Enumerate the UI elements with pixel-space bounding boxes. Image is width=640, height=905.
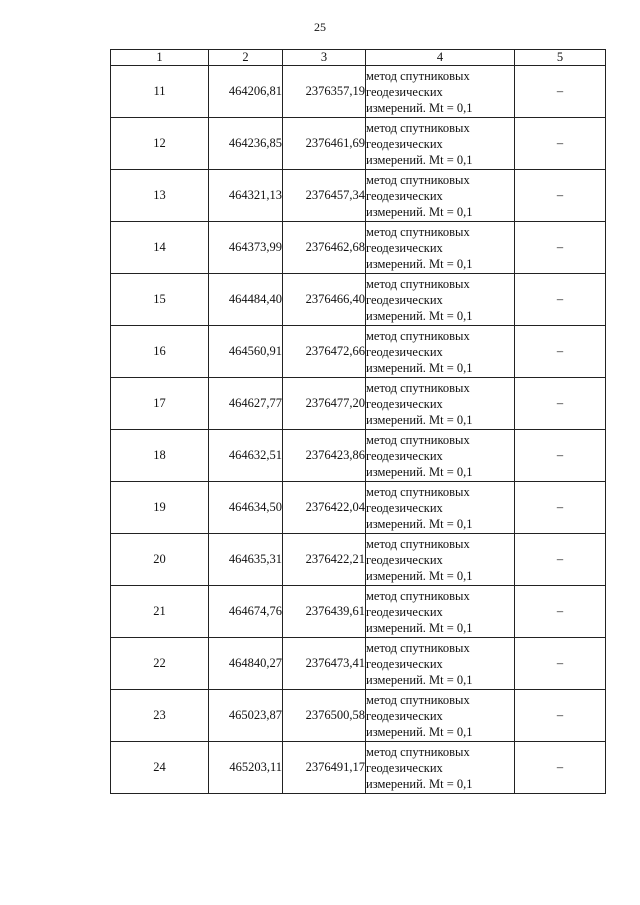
table-row xyxy=(111,638,606,690)
y-coordinate-cell: 2376466,40 xyxy=(283,274,366,326)
table-row xyxy=(111,326,606,378)
x-coordinate-cell: 464484,40 xyxy=(209,274,283,326)
point-number-cell: 11 xyxy=(111,66,209,118)
x-coordinate-cell: 464236,85 xyxy=(209,118,283,170)
y-coordinate-cell: 2376472,66 xyxy=(283,326,366,378)
x-coordinate-cell: 464840,27 xyxy=(209,638,283,690)
method-cell: метод спутниковых геодезических измерений. Mt = 0,1 xyxy=(366,430,515,482)
method-cell: метод спутниковых геодезических измерений. Mt = 0,1 xyxy=(366,378,515,430)
note-cell: – xyxy=(515,170,606,222)
y-coordinate-cell: 2376457,34 xyxy=(283,170,366,222)
table-row xyxy=(111,378,606,430)
point-number-cell: 23 xyxy=(111,690,209,742)
point-number-cell: 24 xyxy=(111,742,209,794)
table-row xyxy=(111,274,606,326)
x-coordinate-cell: 464634,50 xyxy=(209,482,283,534)
table-row xyxy=(111,222,606,274)
method-cell: метод спутниковых геодезических измерений. Mt = 0,1 xyxy=(366,118,515,170)
note-cell: – xyxy=(515,222,606,274)
x-coordinate-cell: 464632,51 xyxy=(209,430,283,482)
y-coordinate-cell: 2376477,20 xyxy=(283,378,366,430)
note-cell: – xyxy=(515,118,606,170)
method-cell: метод спутниковых геодезических измерений. Mt = 0,1 xyxy=(366,66,515,118)
method-cell: метод спутниковых геодезических измерений. Mt = 0,1 xyxy=(366,222,515,274)
y-coordinate-cell: 2376422,04 xyxy=(283,482,366,534)
table-row xyxy=(111,742,606,794)
x-coordinate-cell: 464321,13 xyxy=(209,170,283,222)
table-row xyxy=(111,690,606,742)
point-number-cell: 12 xyxy=(111,118,209,170)
y-coordinate-cell: 2376462,68 xyxy=(283,222,366,274)
method-cell: метод спутниковых геодезических измерений. Mt = 0,1 xyxy=(366,638,515,690)
column-header-1: 1 xyxy=(111,50,209,66)
x-coordinate-cell: 464635,31 xyxy=(209,534,283,586)
page-number: 25 xyxy=(314,20,326,34)
x-coordinate-cell: 464373,99 xyxy=(209,222,283,274)
note-cell: – xyxy=(515,430,606,482)
column-header-3: 3 xyxy=(283,50,366,66)
x-coordinate-cell: 464206,81 xyxy=(209,66,283,118)
table-row xyxy=(111,430,606,482)
table-row xyxy=(111,534,606,586)
method-cell: метод спутниковых геодезических измерений. Mt = 0,1 xyxy=(366,586,515,638)
note-cell: – xyxy=(515,66,606,118)
point-number-cell: 18 xyxy=(111,430,209,482)
point-number-cell: 17 xyxy=(111,378,209,430)
method-cell: метод спутниковых геодезических измерений. Mt = 0,1 xyxy=(366,274,515,326)
table-row xyxy=(111,118,606,170)
note-cell: – xyxy=(515,378,606,430)
x-coordinate-cell: 465023,87 xyxy=(209,690,283,742)
y-coordinate-cell: 2376357,19 xyxy=(283,66,366,118)
point-number-cell: 22 xyxy=(111,638,209,690)
method-cell: метод спутниковых геодезических измерений. Mt = 0,1 xyxy=(366,742,515,794)
note-cell: – xyxy=(515,274,606,326)
y-coordinate-cell: 2376500,58 xyxy=(283,690,366,742)
table-header-row xyxy=(111,50,606,66)
y-coordinate-cell: 2376491,17 xyxy=(283,742,366,794)
x-coordinate-cell: 464560,91 xyxy=(209,326,283,378)
method-cell: метод спутниковых геодезических измерений. Mt = 0,1 xyxy=(366,326,515,378)
method-cell: метод спутниковых геодезических измерений. Mt = 0,1 xyxy=(366,170,515,222)
point-number-cell: 20 xyxy=(111,534,209,586)
note-cell: – xyxy=(515,742,606,794)
column-header-2: 2 xyxy=(209,50,283,66)
table-body xyxy=(111,66,606,794)
point-number-cell: 15 xyxy=(111,274,209,326)
note-cell: – xyxy=(515,326,606,378)
x-coordinate-cell: 465203,11 xyxy=(209,742,283,794)
x-coordinate-cell: 464674,76 xyxy=(209,586,283,638)
table-row xyxy=(111,170,606,222)
y-coordinate-cell: 2376461,69 xyxy=(283,118,366,170)
x-coordinate-cell: 464627,77 xyxy=(209,378,283,430)
table-row xyxy=(111,66,606,118)
coordinates-table xyxy=(110,49,606,794)
note-cell: – xyxy=(515,638,606,690)
y-coordinate-cell: 2376439,61 xyxy=(283,586,366,638)
point-number-cell: 16 xyxy=(111,326,209,378)
table-row xyxy=(111,482,606,534)
column-header-5: 5 xyxy=(515,50,606,66)
point-number-cell: 13 xyxy=(111,170,209,222)
note-cell: – xyxy=(515,586,606,638)
table-row xyxy=(111,586,606,638)
method-cell: метод спутниковых геодезических измерений. Mt = 0,1 xyxy=(366,482,515,534)
point-number-cell: 21 xyxy=(111,586,209,638)
note-cell: – xyxy=(515,690,606,742)
method-cell: метод спутниковых геодезических измерений. Mt = 0,1 xyxy=(366,690,515,742)
note-cell: – xyxy=(515,534,606,586)
point-number-cell: 14 xyxy=(111,222,209,274)
point-number-cell: 19 xyxy=(111,482,209,534)
y-coordinate-cell: 2376422,21 xyxy=(283,534,366,586)
note-cell: – xyxy=(515,482,606,534)
method-cell: метод спутниковых геодезических измерений. Mt = 0,1 xyxy=(366,534,515,586)
y-coordinate-cell: 2376423,86 xyxy=(283,430,366,482)
column-header-4: 4 xyxy=(366,50,515,66)
y-coordinate-cell: 2376473,41 xyxy=(283,638,366,690)
